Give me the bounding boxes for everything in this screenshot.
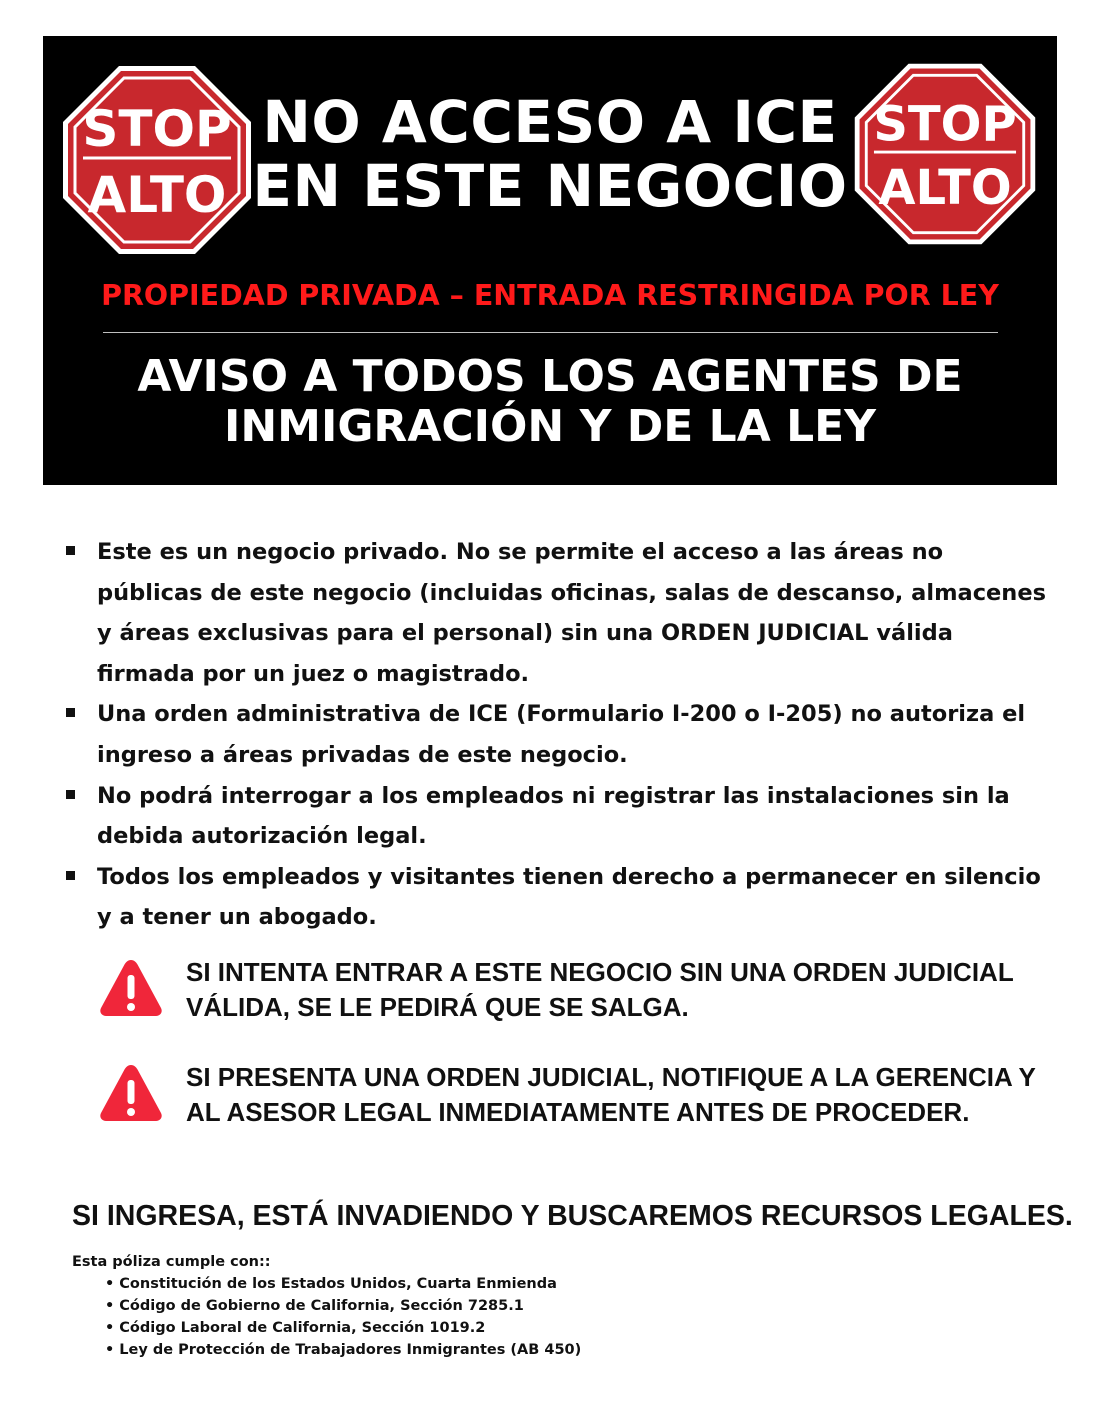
svg-text:STOP: STOP [873, 96, 1017, 153]
bullet-dot-icon: • [105, 1298, 115, 1314]
stop-sign-icon [849, 58, 1041, 250]
trespass-statement: SI INGRESA, ESTÁ INVADIENDO Y BUSCAREMOS RECURSOS LEGALES. [72, 1200, 1073, 1232]
stop-sign-icon [57, 60, 257, 260]
notice-line-2: INMIGRACIÓN Y DE LA LEY [223, 401, 877, 452]
bullet-text: Este es un negocio privado. No se permite el acceso a las áreas no públicas de este negocio (incluidas oficinas, salas de descanso, almacenes y áreas exclusivas para el personal) sin una ORDEN JUDICIAL válida firmada por un juez o magistrado. [97, 539, 1046, 687]
bullet-text: No podrá interrogar a los empleados ni registrar las instalaciones sin la debida autorización legal. [97, 782, 1010, 850]
bullet-text: Todos los empleados y visitantes tienen derecho a permanecer en silencio y a tener un abogado. [97, 863, 1041, 931]
warning-text: SI INTENTA ENTRAR A ESTE NEGOCIO SIN UNA ORDEN JUDICIAL VÁLIDA, SE LE PEDIRÁ QUE SE SALGA. [186, 957, 1014, 1022]
banner-divider [103, 332, 998, 333]
bullet-text: Una orden administrativa de ICE (Formulario I-200 o I-205) no autoriza el ingreso a áreas privadas de este negocio. [97, 701, 1026, 768]
svg-text:STOP: STOP [82, 100, 232, 158]
bullet-dot-icon: • [105, 1342, 115, 1358]
compliance-item [105, 1295, 772, 1317]
square-bullet-icon [66, 546, 75, 555]
compliance-item-text: Código de Gobierno de California, Sección 7285.1 [119, 1298, 524, 1314]
compliance-section [72, 1251, 772, 1361]
compliance-item-text: Constitución de los Estados Unidos, Cuarta Enmienda [119, 1276, 557, 1292]
compliance-item-text: Ley de Protección de Trabajadores Inmigrantes (AB 450) [119, 1342, 582, 1358]
compliance-item [105, 1273, 772, 1295]
square-bullet-icon [66, 708, 75, 717]
warning-triangle-icon [98, 957, 164, 1019]
warning-text: SI PRESENTA UNA ORDEN JUDICIAL, NOTIFIQUE A LA GERENCIA Y AL ASESOR LEGAL INMEDIATAMENTE ANTES DE PROCEDER. [186, 1062, 1036, 1127]
square-bullet-icon [66, 871, 75, 880]
title-line-1: NO ACCESO A ICE [262, 88, 838, 156]
bullet-dot-icon: • [105, 1320, 115, 1336]
header-banner [43, 36, 1057, 485]
bullet-item [66, 776, 1046, 857]
svg-text:ALTO: ALTO [878, 159, 1012, 216]
svg-text:ALTO: ALTO [87, 166, 227, 224]
bullet-item [66, 532, 1046, 694]
bullet-item [66, 694, 1046, 775]
compliance-item [105, 1317, 772, 1339]
notice-line-1: AVISO A TODOS LOS AGENTES DE [137, 351, 963, 402]
restricted-entry-text: PROPIEDAD PRIVADA – ENTRADA RESTRINGIDA POR LEY [101, 279, 999, 312]
compliance-list [72, 1273, 772, 1361]
compliance-item-text: Código Laboral de California, Sección 1019.2 [119, 1320, 486, 1336]
compliance-item [105, 1339, 772, 1361]
title-line-2: EN ESTE NEGOCIO [252, 152, 848, 220]
bullet-item [66, 857, 1046, 938]
bullet-dot-icon: • [105, 1276, 115, 1292]
rights-bullet-list [66, 532, 1046, 938]
square-bullet-icon [66, 790, 75, 799]
compliance-heading: Esta póliza cumple con:: [72, 1254, 271, 1270]
warning-triangle-icon [98, 1062, 164, 1124]
